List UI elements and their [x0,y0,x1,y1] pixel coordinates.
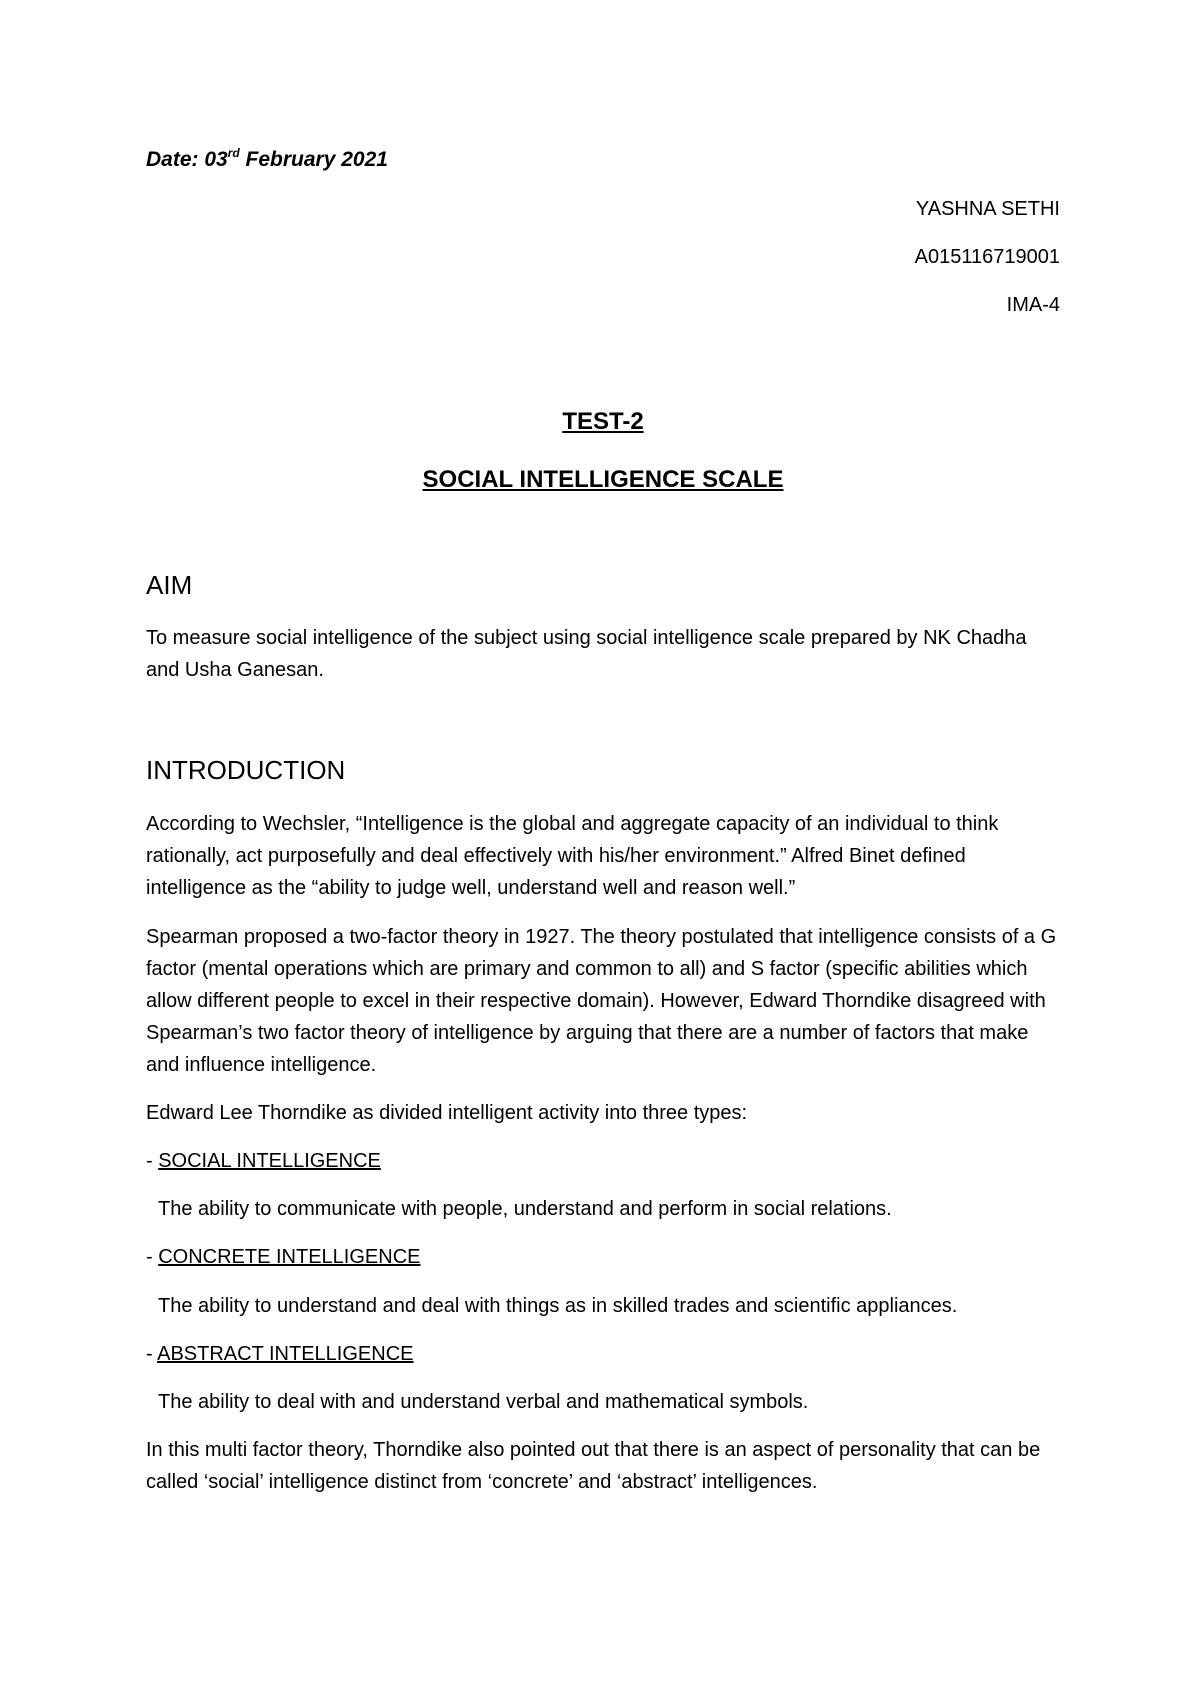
aim-text: To measure social intelligence of the subject using social intelligence scale prepared by NK Chadha and Usha Ganesan. [146,627,1027,681]
intro-paragraph-4: In this multi factor theory, Thorndike also pointed out that there is an aspect of personality that can be called ‘social’ intelligence distinct from ‘concrete’ and ‘abstract’ intelligences. [146,1439,1041,1493]
intelligence-type-name: ABSTRACT INTELLIGENCE [157,1343,414,1365]
introduction-heading: INTRODUCTION [146,755,346,785]
intelligence-type-name: CONCRETE INTELLIGENCE [158,1246,421,1268]
intelligence-type-description: The ability to understand and deal with things as in skilled trades and scientific appliances. [158,1295,958,1317]
list-item [146,1145,1060,1177]
list-dash: - [146,1150,159,1172]
list-item [146,1241,1060,1273]
date-ordinal-suffix: rd [227,146,240,160]
date-line [146,148,388,172]
scale-title: SOCIAL INTELLIGENCE SCALE [422,466,784,493]
list-dash: - [146,1246,159,1268]
aim-heading: AIM [146,570,193,600]
document-page [146,0,1060,1698]
intelligence-type-description: The ability to communicate with people, understand and perform in social relations. [158,1198,892,1220]
test-title: TEST-2 [562,408,644,435]
student-name: YASHNA SETHI [915,198,1060,220]
intelligence-type-name: SOCIAL INTELLIGENCE [158,1150,381,1172]
intro-paragraph-2: Spearman proposed a two-factor theory in 1927. The theory postulated that intelligence consists of a G factor (mental operations which are primary and common to all) and S factor (specific abilities which allow different people to excel in their respective domain). However, Edward Thorndike disagreed with Spearman’s two factor theory of intelligence by arguing that there are a number of factors that make and influence intelligence. [146,926,1057,1076]
date-rest: February 2021 [239,148,388,171]
list-dash: - [146,1343,158,1365]
class-label: IMA-4 [1006,294,1060,316]
enrollment-number: A015116719001 [914,246,1060,268]
intro-paragraph-3: Edward Lee Thorndike as divided intelligent activity into three types: [146,1102,748,1124]
intelligence-type-description: The ability to deal with and understand verbal and mathematical symbols. [158,1391,809,1413]
intro-paragraph-1: According to Wechsler, “Intelligence is the global and aggregate capacity of an individual to think rationally, act purposefully and deal effectively with his/her environment.” Alfred Binet defined intelligence as the “ability to judge well, understand well and reason well.” [146,813,999,899]
list-item [146,1338,1060,1370]
date-prefix: Date: 03 [146,148,228,171]
